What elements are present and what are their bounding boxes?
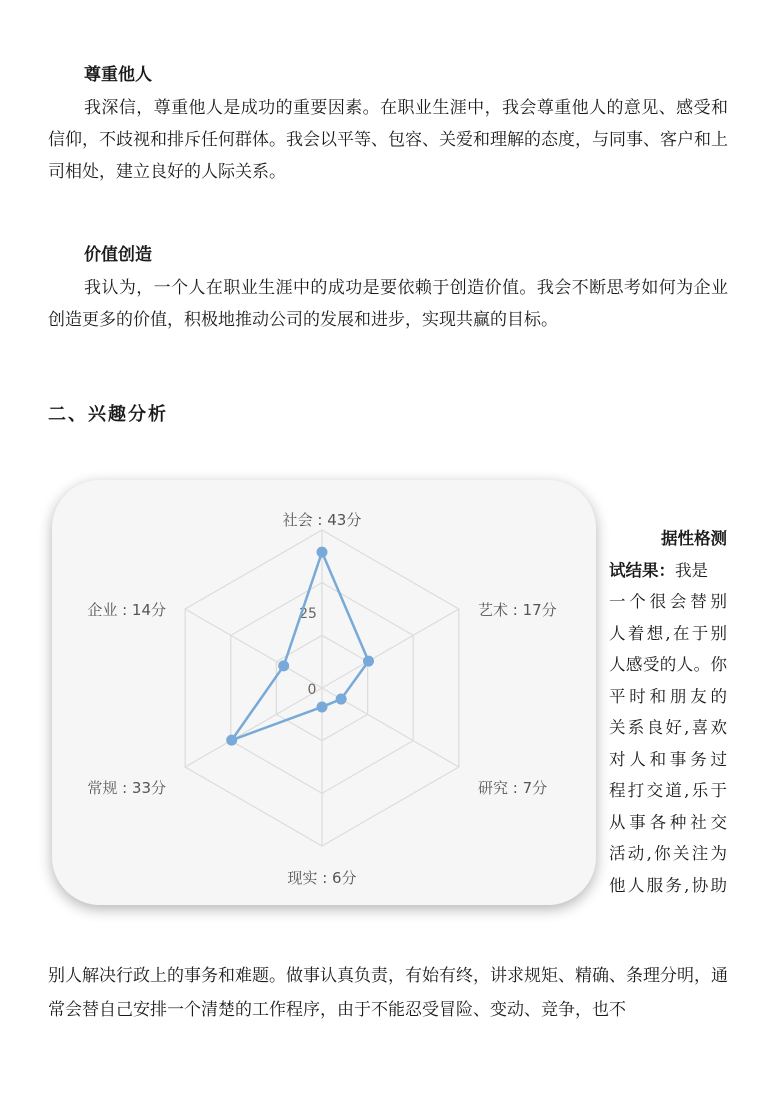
- axis-label-2: 研究 : 7分: [478, 779, 548, 797]
- side-text: [609, 523, 727, 901]
- tick-label-25: 25: [299, 606, 317, 622]
- data-point-2: [336, 694, 347, 705]
- side-line-1: 一个很会替别: [609, 592, 727, 611]
- axis-label-4: 常规 : 33分: [87, 779, 166, 797]
- axis-label-1: 艺术 : 17分: [478, 601, 557, 619]
- side-line-4: 平时和朋友的: [609, 686, 727, 706]
- side-lead-2: 试结果：: [609, 560, 675, 580]
- data-point-4: [226, 735, 237, 746]
- axis-label-5: 企业 : 14分: [87, 601, 166, 619]
- side-line-8: 从事各种社交: [609, 812, 727, 832]
- side-line-6: 对人和事务过: [609, 749, 727, 769]
- side-lead-1: 据性格测: [661, 529, 727, 548]
- side-line-7: 程打交道,乐于: [609, 781, 727, 800]
- axis-label-3: 现实 : 6分: [287, 869, 357, 887]
- side-line-3: 人感受的人。你: [609, 655, 727, 674]
- side-line-10: 他人服务,协助: [609, 875, 727, 895]
- axis-label-0: 社会 : 43分: [282, 511, 362, 529]
- side-line-2: 人着想,在于别: [609, 623, 727, 643]
- section-title-interest: 二、兴趣分析: [48, 404, 168, 425]
- tick-label-0: 0: [307, 682, 317, 698]
- heading-value-creation: 价值创造: [84, 245, 152, 265]
- paragraph-value-creation: 我认为，一个人在职业生涯中的成功是要依赖于创造价值。我会不断思考如何为企业创造更多的价值，积极地推动公司的发展和进步，实现共赢的目标。: [48, 278, 728, 330]
- grid-spoke-1: [322, 609, 459, 688]
- data-point-3: [317, 701, 328, 712]
- series-line: [232, 552, 369, 740]
- side-line-9: 活动,你关注为: [609, 844, 727, 863]
- radar-chart-card: [52, 480, 596, 905]
- side-line-0: [609, 561, 708, 580]
- heading-respect: 尊重他人: [84, 65, 152, 85]
- data-point-1: [363, 656, 374, 667]
- data-point-5: [278, 660, 289, 671]
- radar-chart: [52, 480, 596, 905]
- side-line-0-text: 我是: [675, 560, 708, 580]
- paragraph-continuation: 别人解决行政上的事务和难题。做事认真负责，有始有终，讲求规矩、精确、条理分明，通常会替自己安排一个清楚的工作程序，由于不能忍受冒险、变动、竞争，也不: [48, 966, 728, 1020]
- side-line-5: 关系良好,喜欢: [609, 718, 727, 737]
- paragraph-respect: 我深信，尊重他人是成功的重要因素。在职业生涯中，我会尊重他人的意见、感受和信仰，不歧视和排斥任何群体。我会以平等、包容、关爱和理解的态度，与同事、客户和上司相处，建立良好的人际关系。: [48, 98, 728, 182]
- data-point-0: [317, 547, 328, 558]
- grid-spoke-4: [185, 688, 322, 767]
